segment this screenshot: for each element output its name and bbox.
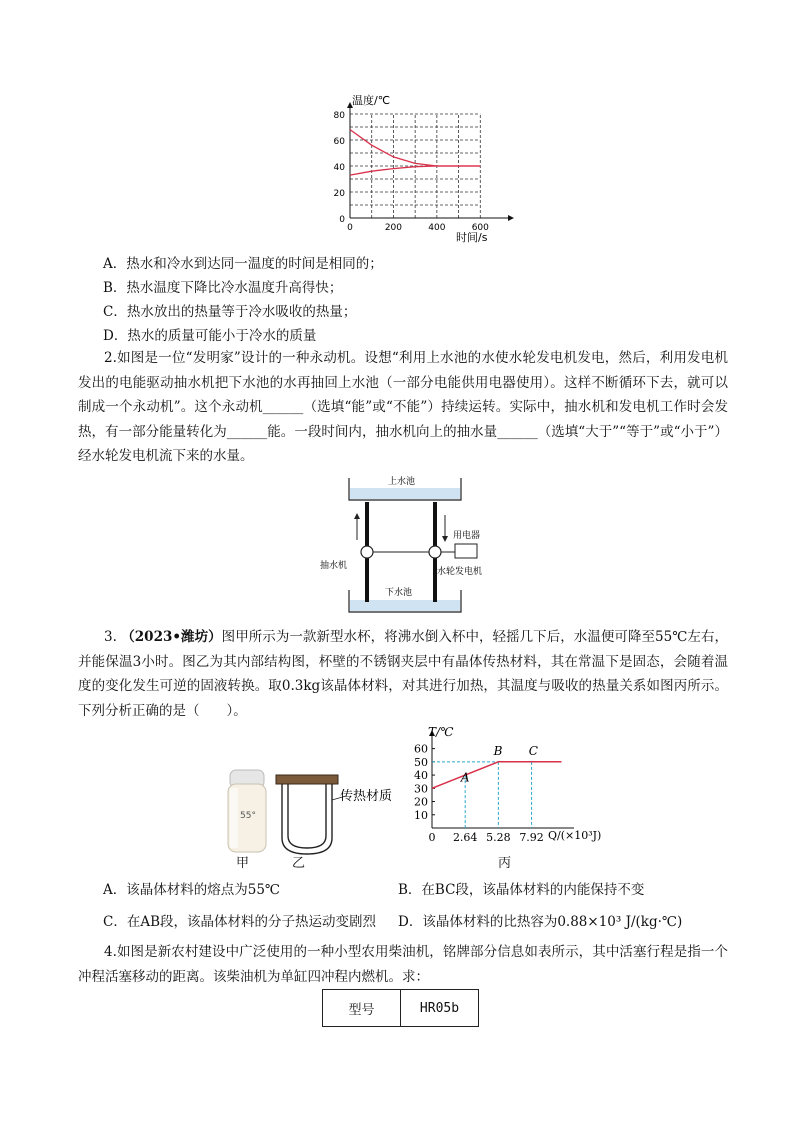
cup-label: 55° bbox=[240, 811, 256, 821]
table-row bbox=[323, 990, 479, 1027]
y-tick-label: 20 bbox=[414, 795, 428, 809]
figure-label-yi: 乙 bbox=[292, 856, 306, 871]
spec-table bbox=[322, 989, 479, 1027]
figure-label-jia: 甲 bbox=[236, 856, 250, 871]
y-tick-label: 40 bbox=[414, 769, 428, 783]
axis-ticks bbox=[334, 111, 490, 233]
x-tick-label: 0 bbox=[428, 831, 436, 844]
x-tick-label: 400 bbox=[428, 223, 446, 233]
x-axis-label: Q/(×10³J) bbox=[548, 829, 602, 842]
q3-option-c: C．在AB段，该晶体材料的分子热运动变剧烈 bbox=[103, 914, 376, 930]
y-tick-label: 40 bbox=[333, 163, 345, 173]
question-4: 4.如图是新农村建设中广泛使用的一种小型农用柴油机，铭牌部分信息如表所示，其中活塞行程是指一个冲程活塞移动的距离。该柴油机为单缸四冲程内燃机。求： bbox=[78, 944, 728, 985]
perpetual-motion-diagram bbox=[315, 470, 515, 618]
cup-figure bbox=[222, 768, 272, 858]
y-tick-label: 10 bbox=[414, 808, 428, 822]
x-tick-label: 7.92 bbox=[519, 831, 544, 844]
x-tick-label: 5.28 bbox=[486, 831, 511, 844]
q1-option-b: B．热水温度下降比冷水温度升高得快； bbox=[103, 280, 343, 296]
table-cell-model-value: HR05b bbox=[401, 990, 479, 1027]
x-tick-label: 2.64 bbox=[452, 831, 478, 844]
y-tick-label: 80 bbox=[333, 111, 345, 121]
q3-option-d: D．该晶体材料的比热容为0.88×10³ J/(kg·℃) bbox=[398, 914, 683, 930]
point-label-c: C bbox=[528, 744, 538, 759]
appliance-label: 用电器 bbox=[453, 531, 481, 541]
x-tick-label: 0 bbox=[347, 223, 353, 233]
y-tick-label: 50 bbox=[414, 755, 428, 769]
y-tick-label: 0 bbox=[339, 215, 345, 225]
q3-option-a: A．该晶体材料的熔点为55℃ bbox=[103, 882, 281, 898]
cooling-chart bbox=[320, 88, 520, 248]
lower-pool-label: 下水池 bbox=[385, 588, 413, 598]
x-axis-arrow bbox=[508, 215, 514, 221]
question-3-number: 3. bbox=[104, 629, 117, 645]
series-line bbox=[432, 762, 562, 789]
material-label: 传热材质 bbox=[340, 789, 393, 804]
upper-pool-label: 上水池 bbox=[388, 477, 416, 487]
figure-label-bing: 丙 bbox=[498, 856, 512, 871]
generator-label: 水轮发电机 bbox=[437, 567, 483, 577]
point-labels bbox=[460, 744, 538, 784]
y-tick-label: 60 bbox=[414, 742, 428, 756]
point-label-a: A bbox=[460, 770, 470, 785]
table-cell-model-header: 型号 bbox=[323, 990, 401, 1027]
question-3 bbox=[78, 625, 728, 723]
heating-chart bbox=[400, 722, 630, 852]
axis-ticks bbox=[414, 743, 544, 844]
point-label-b: B bbox=[493, 744, 503, 759]
y-axis-label: 温度/℃ bbox=[352, 94, 391, 107]
x-axis-label: 时间/s bbox=[456, 231, 488, 244]
x-tick-label: 200 bbox=[384, 223, 403, 233]
question-2: 2.如图是一位“发明家”设计的一种永动机。设想“利用上水池的水使水轮发电机发电，然后，利用发电机发出的电能驱动抽水机把下水池的水再抽回上水池（一部分电能供用电器使用）。这样不断循环下去，就可以制成一个永动机”。这个永动机______（选填“能”或“不能”）持续运转。实际中，抽水机和发电机工作时会发热，有一部分能量转化为______能。一段时间内，抽水机向上的抽水量______（选填“大于”“等于”或“小于”）经水轮发电机流下来的水量。 bbox=[78, 350, 728, 464]
pump-label: 抽水机 bbox=[320, 561, 348, 571]
y-tick-label: 20 bbox=[333, 189, 345, 199]
x-tick-label: 600 bbox=[471, 223, 489, 233]
cup-section-figure bbox=[268, 770, 408, 860]
q1-option-c: C．热水放出的热量等于冷水吸收的热量； bbox=[103, 304, 357, 320]
q1-option-a: A．热水和冷水到达同一温度的时间是相同的； bbox=[103, 256, 383, 272]
q3-option-b: B．在BC段，该晶体材料的内能保持不变 bbox=[398, 882, 645, 898]
question-3-body: 图甲所示为一款新型水杯，将沸水倒入杯中，轻摇几下后，水温便可降至55℃左右，并能保温3小时。图乙为其内部结构图，杯壁的不锈钢夹层中有晶体传热材料，其在常温下是固态，会随着温度的变化发生可逆的固液转换。取0.3kg该晶体材料，对其进行加热，其温度与吸收的热量关系如图丙所示。下列分析正确的是（ ）。 bbox=[78, 629, 729, 719]
question-3-source: （2023•潍坊） bbox=[121, 629, 222, 645]
chart-series bbox=[432, 762, 562, 828]
y-tick-label: 60 bbox=[333, 137, 345, 147]
y-axis-label: T/℃ bbox=[428, 725, 454, 739]
q1-option-d: D．热水的质量可能小于冷水的质量 bbox=[103, 328, 317, 344]
y-tick-label: 30 bbox=[414, 782, 428, 796]
